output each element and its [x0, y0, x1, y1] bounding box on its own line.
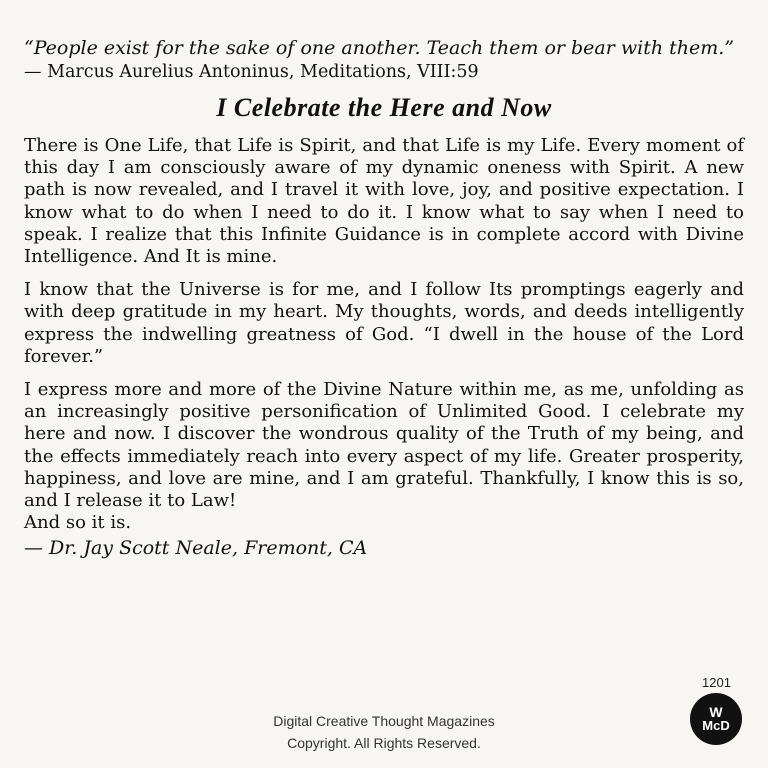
epigraph-quote: “People exist for the sake of one another. Teach them or bear with them.” — [24, 37, 735, 59]
footer — [0, 710, 768, 754]
closing-line: And so it is. — [24, 512, 132, 534]
body-paragraph-1: There is One Life, that Life is Spirit, and that Life is my Life. Every moment of this day I am consciously aware of my dynamic oneness with Spirit. A new path is now revealed, and I travel it with love, joy, and positive expectation. I know what to do when I need to do it. I know what to say when I need to speak. I realize that this Infinite Guidance is in complete accord with Divine Intelligence. And It is mine. — [24, 135, 744, 268]
devotional-page — [24, 38, 744, 560]
body-paragraph-3: I express more and more of the Divine Nature within me, as me, unfolding as an increasingly positive personification of Unlimited Good. I celebrate my here and now. I discover the wondrous quality of the Truth of my being, and the effects immediately reach into every aspect of my life. Greater prosperity, happiness, and love are mine, and I am grateful. Thankfully, I know this is so, and I release it to Law! — [24, 379, 744, 512]
logo-line-2: McD — [702, 718, 730, 733]
logo-line-1: W — [709, 704, 723, 720]
body-paragraph-2: I know that the Universe is for me, and I follow Its promptings eagerly and with deep gratitude in my heart. My thoughts, words, and deeds intelligently express the indwelling greatness of God. “I dwell in the house of the Lord forever.” — [24, 279, 744, 367]
footer-copyright: Copyright. All Rights Reserved. — [287, 735, 481, 751]
author-signature: — Dr. Jay Scott Neale, Fremont, CA — [24, 537, 368, 560]
issue-code: 1201 — [702, 675, 731, 690]
epigraph-attribution: — Marcus Aurelius Antoninus, Meditations, VIII:59 — [24, 62, 479, 82]
footer-publisher: Digital Creative Thought Magazines — [273, 713, 495, 729]
page-title: I Celebrate the Here and Now — [216, 93, 552, 122]
